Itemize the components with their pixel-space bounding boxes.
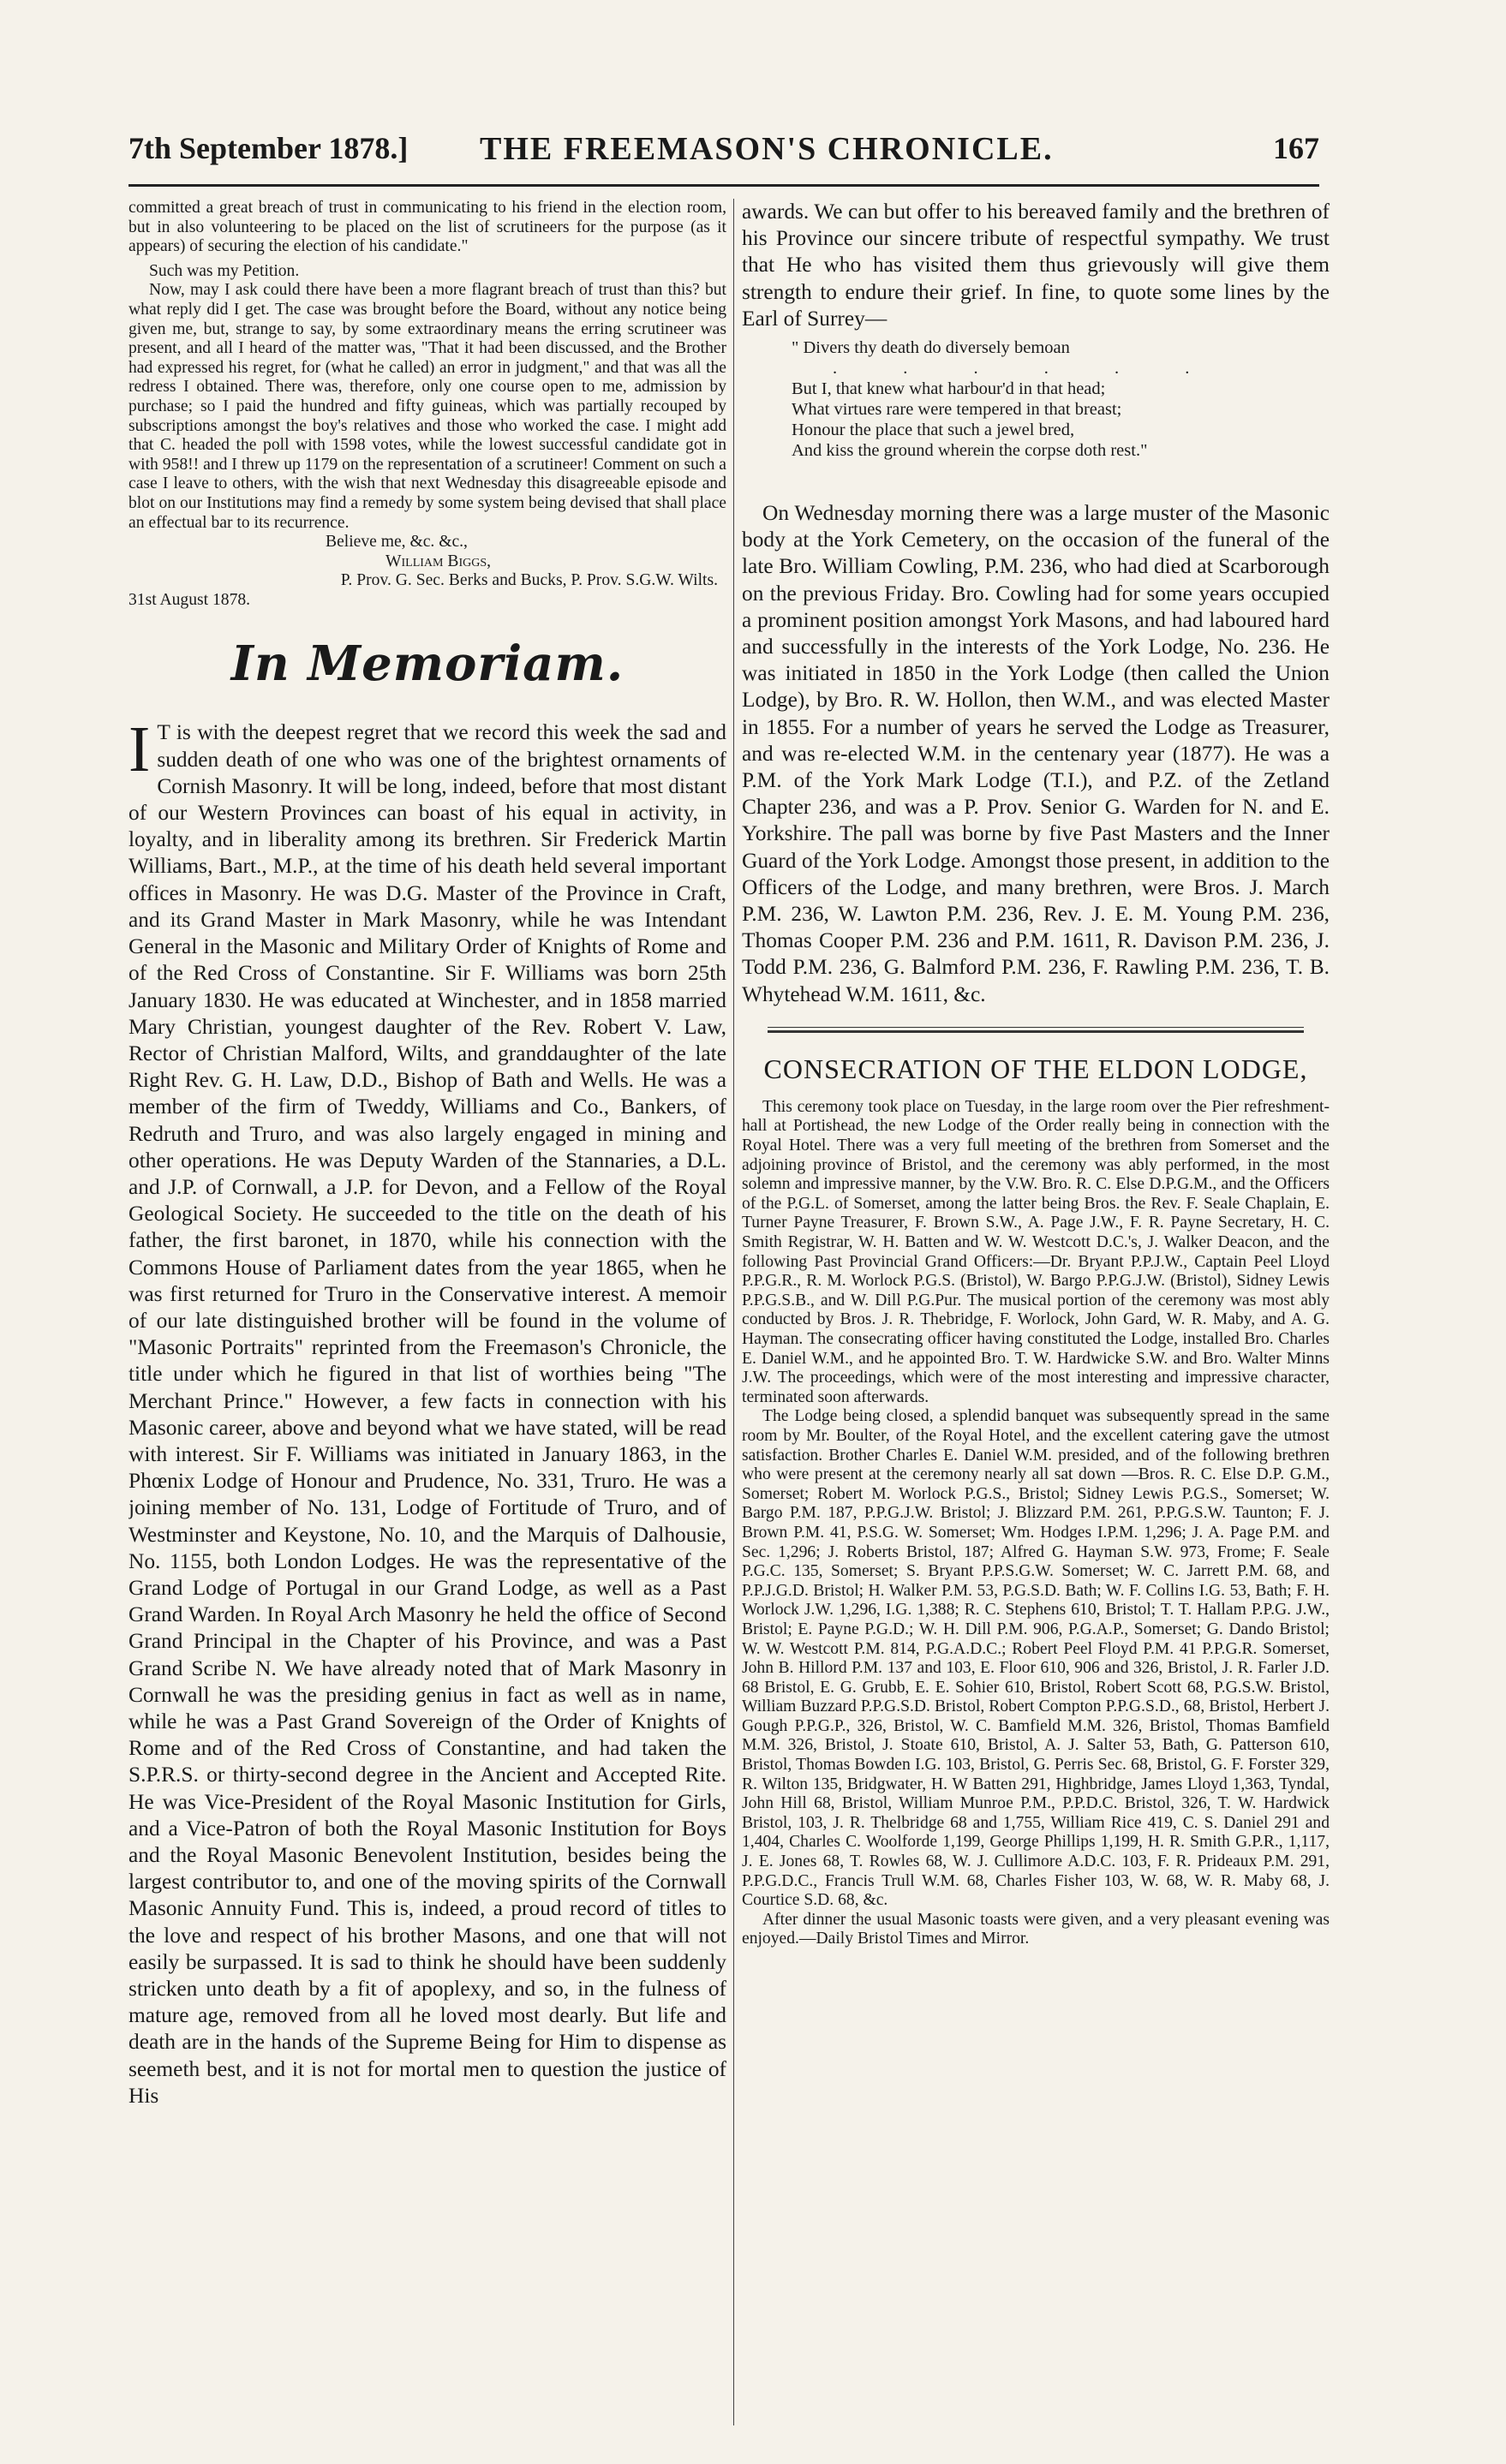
letter-signer: William Biggs, [385,552,492,570]
verse-line: " Divers thy death do diversely bemoan [792,338,1070,358]
letter-signer-title: P. Prov. G. Sec. Berks and Bucks, P. Prov. S.G.W. Wilts. [340,571,718,590]
letter-date: 31st August 1878. [128,590,251,609]
verse-line: And kiss the ground wherein the corpse doth rest." [792,441,1148,461]
letter-paragraph: Such was my Petition. [149,261,300,280]
left-column [128,199,726,2425]
verse-line: What virtues rare were tempered in that breast; [792,400,1122,420]
publication-title: THE FREEMASON'S CHRONICLE. [480,131,1054,167]
verse-line: But I, that knew what harbour'd in that head; [792,379,1106,399]
page-header [128,130,1319,178]
section-separator [768,1027,1304,1028]
verse-ellipsis [742,358,1330,379]
cowling-funeral-paragraph: On Wednesday morning there was a large muster of the Masonic body at the York Cemetery, on the occasion of the funeral of the late Bro. William Cowling, P.M. 236, who had died at Scarborough on the previous Friday. Bro. Cowling had for some years occupied a prominent position amongst York Masons, and had laboured hard and successfully in the interests of the York Lodge, No. 236. He was initiated in 1850 in the York Lodge (then called the Union Lodge), by Bro. R. W. Hollon, then W.M., and was elected Master in 1855. For a number of years he served the Lodge as Treasurer, and was re-elected W.M. in the centenary year (1877). He was a P.M. of the York Mark Lodge (T.I.), and P.Z. of the Zetland Chapter 236, and was a P. Prov. Senior G. Warden for N. and E. Yorkshire. The pall was borne by five Past Masters and the Inner Guard of the York Lodge. Amongst those present, in addition to the Officers of the Lodge, and many brethren, were Bros. J. March P.M. 236, W. Lawton P.M. 236, Rev. J. E. M. Young P.M. 236, Thomas Cooper P.M. 236 and P.M. 1611, R. Davison P.M. 236, J. Todd P.M. 236, G. Balmford P.M. 236, F. Rawling P.M. 236, T. B. Whytehead W.M. 1611, &c. [742,501,1330,1006]
letter-section [128,199,726,610]
header-rule [128,184,1319,187]
issue-date: 7th September 1878.] [128,131,409,165]
consecration-paragraph: The Lodge being closed, a splendid banquet was subsequently spread in the same room by Mr. Boulter, of the Royal Hotel, and the excellent catering gave the utmost satisfaction. Brother Charles E. Daniel W.M. presided, and of the following brethren who were present at the ceremony nearly all sat down —Bros. R. C. Else D.P. G.M., Somerset; Robert M. Worlock P.G.S., Bristol; Sidney Lewis P.G.S., Somerset; W. Bargo P.M. 187, P.P.G.J.W. Bristol; J. Blizzard P.M. 261, P.P.G.S.W. Taunton; F. J. Brown P.M. 41, P.S.G. W. Somerset; Wm. Hodges I.P.M. 1,296; J. A. Page P.M. and Sec. 1,296; J. Roberts Bristol, 187; Alfred G. Hayman S.W. 973, Frome; F. Seale P.G.C. 135, Somerset; S. Bryant P.P.S.G.W. Somerset; W. C. Jarrett P.M. 68, and P.P.J.G.D. Bristol; H. Walker P.M. 53, P.G.S.D. Bath; W. F. Collins I.G. 53, Bath; F. H. Worlock J.W. 1,296, I.G. 1,388; R. C. Stephens 610, Bristol; T. T. Hallam P.P.G. J.W., Bristol; E. Payne P.G.D.; W. H. Dill P.M. 906, P.G.A.P., Somerset; G. Dando Bristol; W. W. Westcott P.M. 814, P.G.A.D.C.; Robert Peel Floyd P.M. 41 P.P.G.R. Somerset, John B. Hillord P.M. 137 and 103, E. Floor 610, 906 and 326, Bristol, J. R. Farler J.D. 68 Bristol, E. G. Grubb, E. E. Sohier 610, Bristol, Robert Scott 68, P.G.S.W. Bristol, William Buzzard P.P.G.S.D. Bristol, Robert Compton P.P.G.S.D., 68, Bristol, Herbert J. Gough P.P.G.P., 326, Bristol, W. C. Bamfield M.M. 326, Bristol, Thomas Bamfield M.M. 326, Bristol, J. Stoate 610, Bristol, A. J. Salter 53, Bath, G. Patterson 610, Bristol, Thomas Bowden I.G. 103, Bristol, G. Perris Sec. 68, Bristol, G. F. Forster 329, R. Wilton 135, Bridgwater, H. W Batten 291, Highbridge, James Lloyd 1,363, Tyndal, John Hill 68, Bristol, William Munroe P.M., P.P.D.C. Bristol, 326, T. W. Hardwick Bristol, 103, J. R. Thelbridge 68 and 1,755, William Rice 419, C. S. Daniel 291 and 1,404, Charles C. Woolforde 1,199, George Phillips 1,199, H. R. Smith G.P.R., 1,117, J. E. Jones 68, T. Rowles 68, W. J. Cullimore A.D.C. 103, F. R. Prideaux P.M. 291, P.P.G.D.C., Francis Trull W.M. 68, Charles Fisher 103, W. 68, W. R. Maby 68, J. Courtice S.D. 68, &c. [742,1407,1330,1910]
consecration-paragraph: After dinner the usual Masonic toasts were given, and a very pleasant evening was enjoyed.—Daily Bristol Times and Mirror. [742,1910,1330,1948]
letter-closing: Believe me, &c. &c., [326,533,468,552]
verse-dots: . . . . . . [833,359,1221,379]
page-number: 167 [1273,131,1319,165]
memoriam-article [128,713,726,2109]
letter-quote-tail: committed a great breach of trust in communicating to his friend in the election room, but in also volunteering to be placed on the list of scrutineers for the purpose (as it appears) of securing the election of his candidate." [128,199,726,256]
verse-line: Honour the place that such a jewel bred, [792,421,1075,440]
right-column [742,199,1330,2425]
memoriam-paragraph: T is with the deepest regret that we record this week the sad and sudden death of one who was one of the brightest ornaments of Cornish Masonry. It will be long, indeed, before that most distant of our Western Provinces can boast of his equal in activity, in loyalty, and in liberality among its brethren. Sir Frederick Martin Williams, Bart., M.P., at the time of his death held several important offices in Masonry. He was D.G. Master of the Province in Craft, and its Grand Master in Mark Masonry, while he was Intendant General in the Masonic and Military Order of Knights of Rome and of the Red Cross of Constantine. Sir F. Williams was born 25th January 1830. He was educated at Winchester, and in 1858 married Mary Christian, youngest daughter of the Rev. Robert V. Law, Rector of Christian Malford, Wilts, and granddaughter of the late Right Rev. G. H. Law, D.D., Bishop of Bath and Wells. He was a member of the firm of Tweddy, Williams and Co., Bankers, of Redruth and Truro, and was also largely engaged in mining and other operations. He was Deputy Warden of the Stannaries, a D.L. and J.P. of Cornwall, a J.P. for Devon, and a Fellow of the Royal Geological Society. He succeeded to the title on the death of his father, the first baronet, in 1870, while his connection with the Commons House of Parliament dates from the year 1865, when he was first returned for Truro in the Conservative interest. A memoir of our late distinguished brother will be found in the volume of "Masonic Portraits" reprinted from the Freemason's Chronicle, the title under which he figured in that list of worthies being "The Merchant Prince." However, a few facts in connection with his Masonic career, above and beyond what we have stated, will be read with interest. Sir F. Williams was initiated in January 1863, in the Phœnix Lodge of Honour and Prudence, No. 331, Truro. He was a joining member of No. 131, Lodge of Fortitude of Truro, and of Westminster and Keystone, No. 10, and the Marquis of Dalhousie, No. 1155, both London Lodges. He was the representative of the Grand Lodge of Portugal in our Grand Lodge, as well as a Past Grand Warden. In Royal Arch Masonry he held the office of Second Grand Principal in the Chapter of his Province, and was a Past Grand Scribe N. We have already noted that of Mark Masonry in Cornwall he was the presiding genius in fact as well as in name, while he was a Past Grand Sovereign of the Order of Knights of Rome and of the Red Cross of Constantine, and had taken the S.P.R.S. or thirty-second degree in the Ancient and Accepted Rite. He was Vice-President of the Royal Masonic Institution for Girls, and a Vice-Patron of both the Royal Masonic Institution for Boys and the Royal Masonic Benevolent Institution, besides being the largest contributor to, and one of the moving spirits of the Cornwall Masonic Annuity Fund. This is, indeed, a proud record of titles to the love and respect of his brother Masons, and one that will not easily be surpassed. It is sad to think he should have been suddenly stricken unto death by a fit of apoplexy, and so, in the fulness of mature age, removed from all he loved most dearly. But life and death are in the hands of the Supreme Being for Him to dispense as seemeth best, and it is not for mortal men to question the justice of His [128,720,726,2108]
letter-paragraph: Now, may I ask could there have been a more flagrant breach of trust than this? but what reply did I get. The case was brought before the Board, without any notice being given me, but, strange to say, by some extraordinary means the erring scrutineer was present, and all I heard of the matter was, "That it had been discussed, and the Brother had expressed his regret, for (what he called) an error in judgment," and that was all the redress I obtained. There was, therefore, only one course open to me, admission by purchase; so I paid the hundred and fifty guineas, which was partially recouped by subscriptions amongst the boy's relatives and those who worked the case. I might add that C. headed the poll with 1598 votes, while the lowest successful candidate got in with 958!! and I threw up 1179 on the representation of a scrutineer! Comment on such a case I leave to others, with the wish that next Wednesday this disagreeable episode and blot on our Institutions may find a remedy by some system being devised that shall place an effectual bar to its recurrence. [128,281,726,532]
drop-cap: I [128,713,151,786]
consecration-heading: CONSECRATION OF THE ELDON LODGE, [763,1053,1308,1084]
memoriam-heading: In Memoriam. [230,635,625,693]
column-divider [733,199,734,2425]
consecration-paragraph: This ceremony took place on Tuesday, in the large room over the Pier refreshment-hall at Portishead, the new Lodge of the Order really being in connection with the Royal Hotel. There was a very full meeting of the brethren from Somerset and the adjoining province of Bristol, and the ceremony was ably performed, in the most solemn and impressive manner, by the V.W. Bro. R. C. Else D.P.G.M., and the Officers of the P.G.L. of Somerset, among the latter being Bros. the Rev. F. Seale Chaplain, E. Turner Payne Treasurer, F. Brown S.W., A. Page J.W., F. R. Payne Secretary, H. C. Smith Registrar, W. H. Batten and W. W. Westcott D.C.'s, J. Walker Deacon, and the following Past Provincial Grand Officers:—Dr. Bryant P.P.J.W., Captain Peel Lloyd P.P.G.R., R. M. Worlock P.G.S. (Bristol), W. Bargo P.P.G.J.W. (Bristol), Sidney Lewis P.P.G.S.B., and W. Dill P.G.Pur. The musical portion of the ceremony was most ably conducted by Bros. J. R. Thebridge, F. Worlock, John Gard, W. R. Maby, and A. G. Hayman. The consecrating officer having constituted the Lodge, installed Bro. Charles E. Daniel W.M., and he appointed Bro. T. W. Hardwicke S.W. and Bro. Walter Minns J.W. The proceedings, which were of the most interesting and impressive character, terminated soon afterwards. [742,1097,1330,1406]
section-separator-thick [768,1030,1304,1033]
memoriam-paragraph-continued: awards. We can but offer to his bereaved family and the brethren of his Province our sincere tribute of respectful sympathy. We trust that He who has visited them thus grievously will give them strength to endure their grief. In fine, to quote some lines by the Earl of Surrey— [742,200,1330,331]
surrey-verse [742,337,1330,461]
